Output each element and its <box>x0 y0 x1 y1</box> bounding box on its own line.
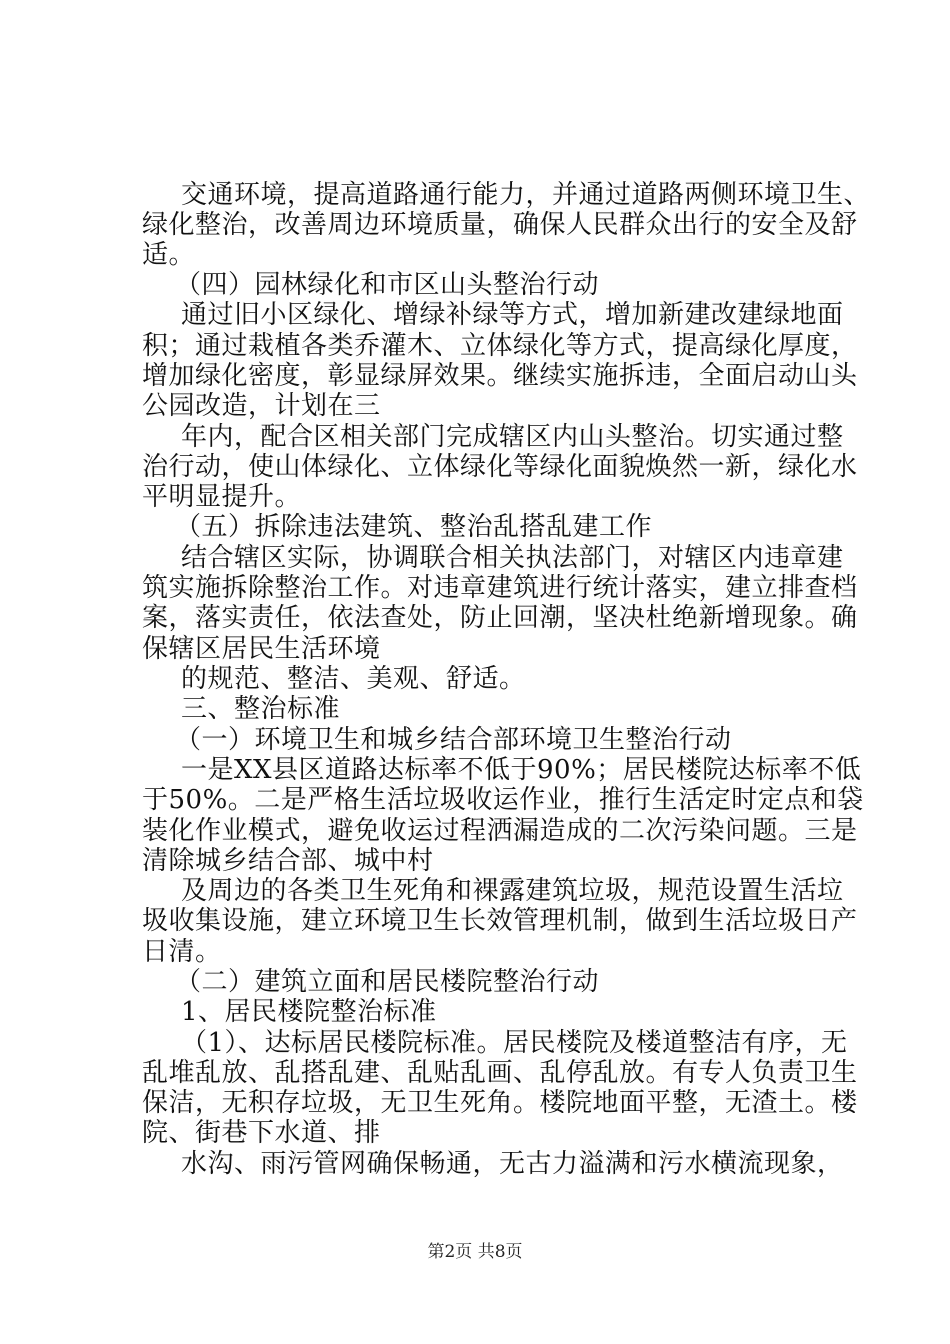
text-line: 及周边的各类卫生死角和裸露建筑垃圾，规范设置生活垃 <box>181 876 844 906</box>
section-heading: （五）拆除违法建筑、整治乱搭乱建工作 <box>175 512 653 542</box>
text-line: 平明显提升。 <box>142 482 302 512</box>
text-line: 保洁，无积存垃圾，无卫生死角。楼院地面平整，无渣土。楼 <box>142 1088 858 1118</box>
text-line: 结合辖区实际，协调联合相关执法部门，对辖区内违章建 <box>181 543 844 573</box>
section-heading: （四）园林绿化和市区山头整治行动 <box>175 270 600 300</box>
text-line: 的规范、整洁、美观、舒适。 <box>181 664 526 694</box>
text-line: 清除城乡结合部、城中村 <box>142 846 434 876</box>
text-line: 绿化整治，改善周边环境质量，确保人民群众出行的安全及舒 <box>142 210 858 240</box>
text-line: 公园改造，计划在三 <box>142 391 381 421</box>
page-number-footer: 第2页 共8页 <box>427 1242 523 1262</box>
text-line: 装化作业模式，避免收运过程洒漏造成的二次污染问题。三是 <box>142 816 858 846</box>
text-line: 圾收集设施，建立环境卫生长效管理机制，做到生活垃圾日产 <box>142 906 858 936</box>
text-line: （1）、达标居民楼院标准。居民楼院及楼道整洁有序，无 <box>181 1028 848 1058</box>
text-line: 交通环境，提高道路通行能力，并通过道路两侧环境卫生、 <box>181 180 871 210</box>
text-line: 院、街巷下水道、排 <box>142 1118 381 1148</box>
section-heading: （二）建筑立面和居民楼院整治行动 <box>175 967 600 997</box>
text-line: 筑实施拆除整治工作。对违章建筑进行统计落实，建立排查档 <box>142 573 858 603</box>
text-line: 年内，配合区相关部门完成辖区内山头整治。切实通过整 <box>181 422 844 452</box>
text-line: 积；通过栽植各类乔灌木、立体绿化等方式，提高绿化厚度， <box>142 331 858 361</box>
text-line: 增加绿化密度，彰显绿屏效果。继续实施拆违，全面启动山头 <box>142 361 858 391</box>
text-line: 治行动，使山体绿化、立体绿化等绿化面貌焕然一新，绿化水 <box>142 452 858 482</box>
section-heading: （一）环境卫生和城乡结合部环境卫生整治行动 <box>175 725 732 755</box>
text-line: 日清。 <box>142 937 222 967</box>
text-line: 乱堆乱放、乱搭乱建、乱贴乱画、乱停乱放。有专人负责卫生 <box>142 1058 858 1088</box>
text-line: 水沟、雨污管网确保畅通，无古力溢满和污水横流现象， <box>181 1149 844 1179</box>
section-heading: 三、整治标准 <box>181 694 341 724</box>
text-line: 一是XX县区道路达标率不低于90%；居民楼院达标率不低 <box>181 755 862 785</box>
text-line: 通过旧小区绿化、增绿补绿等方式，增加新建改建绿地面 <box>181 300 844 330</box>
text-line: 保辖区居民生活环境 <box>142 634 381 664</box>
text-line: 适。 <box>142 240 196 270</box>
text-line: 于50%。二是严格生活垃圾收运作业，推行生活定时定点和袋 <box>142 785 864 815</box>
text-line: 案，落实责任，依法查处，防止回潮，坚决杜绝新增现象。确 <box>142 603 858 633</box>
sub-heading: 1、居民楼院整治标准 <box>181 997 437 1027</box>
